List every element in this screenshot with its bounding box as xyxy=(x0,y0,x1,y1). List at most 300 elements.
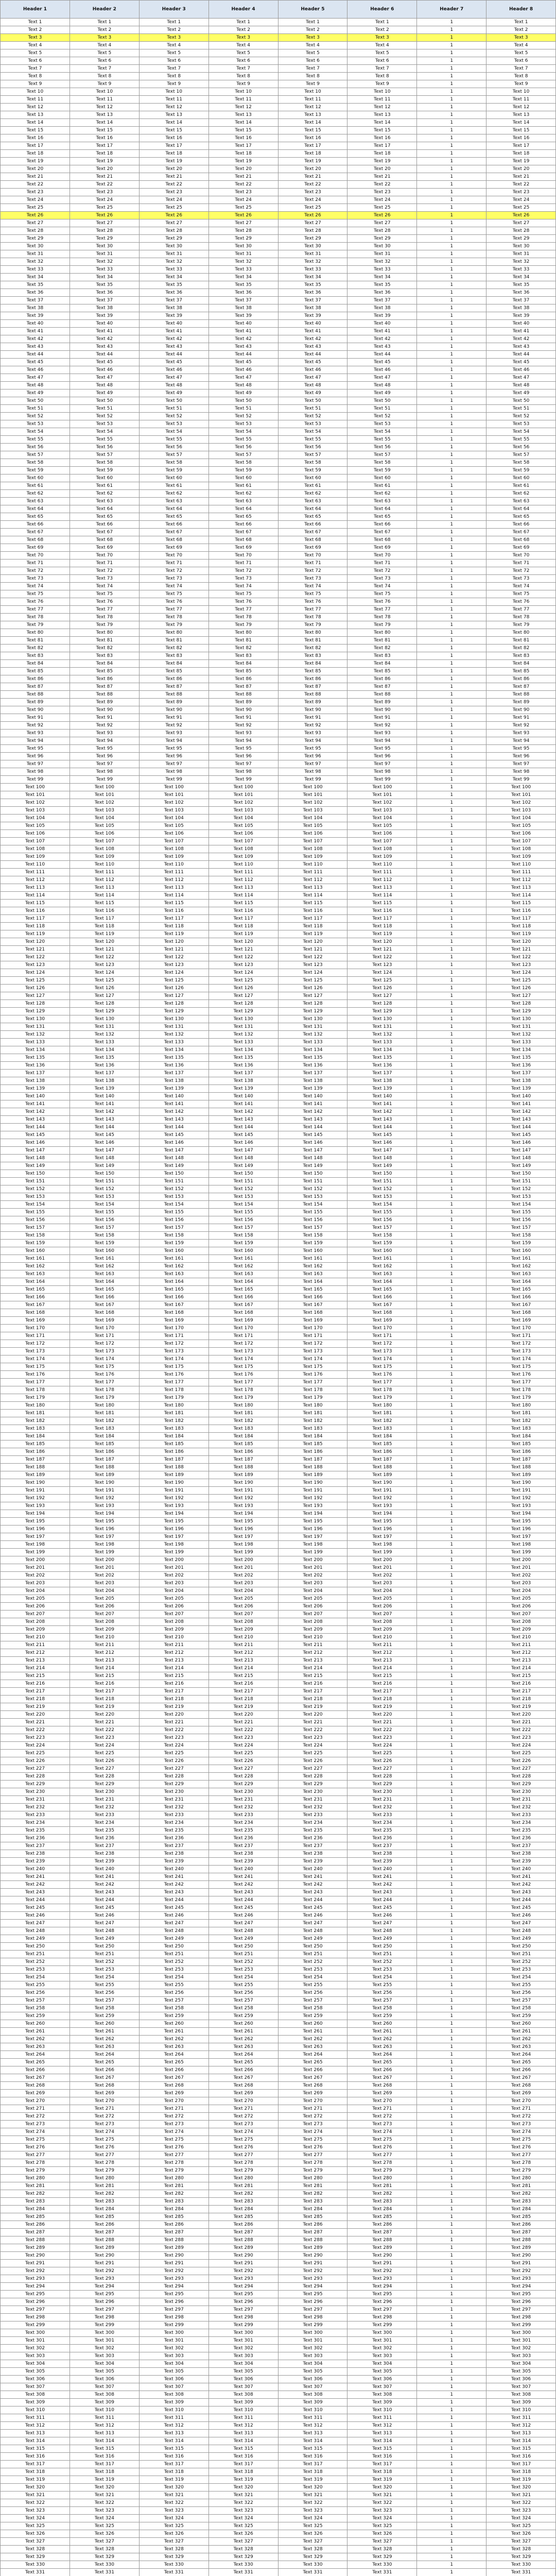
table-cell: Text 114 xyxy=(278,892,348,900)
table-cell: Text 172 xyxy=(139,1340,208,1348)
table-cell: Text 204 xyxy=(1,1587,70,1595)
table-row xyxy=(1,2028,556,2036)
table-cell: Text 44 xyxy=(486,351,556,359)
table-cell: Text 214 xyxy=(208,1665,278,1672)
table-row xyxy=(1,1618,556,1626)
table-cell: Text 217 xyxy=(208,1688,278,1696)
table-cell: Text 328 xyxy=(348,2546,417,2553)
table-cell: Text 303 xyxy=(348,2352,417,2360)
table-cell: Text 177 xyxy=(486,1379,556,1386)
table-cell: Text 35 xyxy=(278,281,348,289)
table-cell: Text 117 xyxy=(348,915,417,923)
table-cell: 1 xyxy=(417,1510,486,1518)
table-cell: Text 167 xyxy=(486,1301,556,1309)
table-cell: Text 199 xyxy=(278,1549,348,1556)
table-cell: Text 251 xyxy=(208,1951,278,1958)
table-cell: Text 96 xyxy=(278,753,348,760)
table-cell: Text 314 xyxy=(1,2437,70,2445)
table-cell: Text 114 xyxy=(139,892,208,900)
table-cell: Text 214 xyxy=(139,1665,208,1672)
table-cell: Text 313 xyxy=(486,2430,556,2437)
table-cell: Text 75 xyxy=(70,590,139,598)
table-cell: Text 41 xyxy=(139,328,208,335)
table-cell: Text 208 xyxy=(486,1618,556,1626)
table-cell: Text 317 xyxy=(486,2461,556,2468)
table-cell: Text 137 xyxy=(486,1070,556,1077)
table-cell: Text 133 xyxy=(1,1039,70,1046)
table-cell: Text 110 xyxy=(1,861,70,869)
table-row xyxy=(1,420,556,428)
table-cell: Text 177 xyxy=(348,1379,417,1386)
table-cell: Text 146 xyxy=(1,1139,70,1147)
table-cell: Text 214 xyxy=(1,1665,70,1672)
table-cell: Text 55 xyxy=(139,436,208,444)
table-cell: Text 288 xyxy=(348,2236,417,2244)
table-cell: Text 285 xyxy=(70,2213,139,2221)
table-cell: Text 98 xyxy=(139,768,208,776)
table-row xyxy=(1,1464,556,1471)
table-cell: Text 1 xyxy=(139,19,208,26)
table-cell: 1 xyxy=(417,2260,486,2267)
table-cell: Text 20 xyxy=(208,165,278,173)
table-cell: Text 32 xyxy=(70,258,139,266)
table-cell: Text 310 xyxy=(70,2406,139,2414)
table-cell: Text 212 xyxy=(1,1649,70,1657)
table-cell: 1 xyxy=(417,529,486,536)
table-cell: Text 26 xyxy=(70,212,139,219)
table-cell: Text 219 xyxy=(1,1703,70,1711)
table-cell: Text 203 xyxy=(139,1580,208,1587)
table-cell: Text 138 xyxy=(278,1077,348,1085)
table-cell: Text 90 xyxy=(139,706,208,714)
table-cell: Text 106 xyxy=(486,830,556,838)
table-cell: Text 210 xyxy=(348,1634,417,1641)
table-cell: Text 213 xyxy=(278,1657,348,1665)
table-cell: Text 8 xyxy=(1,73,70,80)
table-row xyxy=(1,1811,556,1819)
table-cell: Text 218 xyxy=(208,1696,278,1703)
table-cell: Text 291 xyxy=(486,2260,556,2267)
table-cell: Text 86 xyxy=(348,675,417,683)
table-cell: Text 123 xyxy=(139,961,208,969)
table-cell: Text 122 xyxy=(139,954,208,961)
table-cell: Text 229 xyxy=(278,1781,348,1788)
table-cell: Text 147 xyxy=(1,1147,70,1155)
table-cell: Text 230 xyxy=(139,1788,208,1796)
table-cell: Text 136 xyxy=(348,1062,417,1070)
table-cell: Text 283 xyxy=(348,2198,417,2206)
table-cell: 1 xyxy=(417,1070,486,1077)
table-cell: Text 133 xyxy=(139,1039,208,1046)
table-cell: Text 290 xyxy=(486,2252,556,2260)
table-cell: Text 158 xyxy=(348,1232,417,1240)
table-cell: Text 41 xyxy=(1,328,70,335)
table-cell: Text 243 xyxy=(70,1889,139,1896)
table-row xyxy=(1,2499,556,2507)
table-cell: 1 xyxy=(417,57,486,65)
table-cell: Text 87 xyxy=(208,683,278,691)
table-cell: Text 251 xyxy=(70,1951,139,1958)
table-cell: Text 178 xyxy=(139,1386,208,1394)
table-cell: Text 35 xyxy=(348,281,417,289)
column-header: Header 4 xyxy=(208,1,278,19)
table-cell: Text 164 xyxy=(208,1278,278,1286)
table-cell: Text 75 xyxy=(1,590,70,598)
table-cell: Text 151 xyxy=(70,1178,139,1185)
table-cell: Text 52 xyxy=(486,413,556,420)
table-cell: Text 29 xyxy=(348,235,417,243)
table-cell: Text 16 xyxy=(278,134,348,142)
table-cell: Text 91 xyxy=(278,714,348,722)
table-cell: Text 180 xyxy=(70,1402,139,1410)
table-cell: Text 40 xyxy=(208,320,278,328)
table-cell: Text 28 xyxy=(1,227,70,235)
table-cell: Text 189 xyxy=(70,1471,139,1479)
table-cell: Text 151 xyxy=(486,1178,556,1185)
table-cell: Text 72 xyxy=(1,567,70,575)
table-cell: Text 169 xyxy=(486,1317,556,1325)
table-row xyxy=(1,366,556,374)
table-cell: Text 309 xyxy=(486,2399,556,2406)
table-cell: Text 192 xyxy=(139,1495,208,1502)
table-cell: Text 294 xyxy=(278,2283,348,2291)
table-cell: Text 218 xyxy=(348,1696,417,1703)
table-cell: Text 114 xyxy=(486,892,556,900)
table-cell: Text 279 xyxy=(278,2167,348,2175)
table-cell: Text 187 xyxy=(348,1456,417,1464)
table-cell: Text 127 xyxy=(348,992,417,1000)
table-cell: Text 27 xyxy=(1,219,70,227)
table-cell: Text 298 xyxy=(278,2314,348,2321)
table-cell: Text 170 xyxy=(486,1325,556,1332)
table-cell: Text 234 xyxy=(70,1819,139,1827)
table-cell: Text 242 xyxy=(486,1881,556,1889)
table-cell: Text 175 xyxy=(278,1363,348,1371)
table-row xyxy=(1,26,556,34)
table-cell: Text 5 xyxy=(486,49,556,57)
table-cell: Text 80 xyxy=(139,629,208,637)
table-cell: Text 258 xyxy=(348,2005,417,2012)
table-cell: Text 91 xyxy=(1,714,70,722)
table-cell: Text 235 xyxy=(139,1827,208,1835)
table-cell: Text 202 xyxy=(139,1572,208,1580)
table-cell: Text 293 xyxy=(486,2275,556,2283)
table-cell: Text 262 xyxy=(1,2036,70,2043)
table-cell: Text 317 xyxy=(1,2461,70,2468)
table-cell: Text 201 xyxy=(348,1564,417,1572)
table-cell: Text 326 xyxy=(1,2530,70,2538)
table-cell: 1 xyxy=(417,2167,486,2175)
table-cell: Text 279 xyxy=(208,2167,278,2175)
table-cell: Text 123 xyxy=(1,961,70,969)
table-cell: Text 284 xyxy=(278,2206,348,2213)
table-cell: Text 47 xyxy=(139,374,208,382)
table-cell: Text 177 xyxy=(139,1379,208,1386)
table-cell: Text 54 xyxy=(1,428,70,436)
table-cell: 1 xyxy=(417,2275,486,2283)
table-cell: Text 247 xyxy=(348,1920,417,1927)
table-cell: Text 138 xyxy=(139,1077,208,1085)
table-cell: Text 159 xyxy=(486,1240,556,1247)
table-cell: Text 214 xyxy=(278,1665,348,1672)
table-cell: Text 122 xyxy=(70,954,139,961)
table-cell: Text 46 xyxy=(486,366,556,374)
table-cell: Text 243 xyxy=(278,1889,348,1896)
table-cell: Text 164 xyxy=(70,1278,139,1286)
table-cell: Text 319 xyxy=(348,2476,417,2484)
table-row xyxy=(1,328,556,335)
table-cell: Text 157 xyxy=(348,1224,417,1232)
table-cell: Text 156 xyxy=(139,1216,208,1224)
table-cell: Text 282 xyxy=(278,2190,348,2198)
table-cell: Text 296 xyxy=(208,2298,278,2306)
table-row xyxy=(1,2383,556,2391)
table-cell: Text 60 xyxy=(278,474,348,482)
table-cell: Text 117 xyxy=(1,915,70,923)
table-cell: Text 324 xyxy=(348,2515,417,2522)
table-cell: Text 50 xyxy=(278,397,348,405)
table-cell: Text 292 xyxy=(348,2267,417,2275)
table-cell: Text 45 xyxy=(70,359,139,366)
table-cell: Text 72 xyxy=(70,567,139,575)
table-cell: Text 241 xyxy=(208,1873,278,1881)
table-cell: Text 123 xyxy=(278,961,348,969)
table-cell: Text 267 xyxy=(208,2074,278,2082)
table-cell: Text 270 xyxy=(348,2097,417,2105)
table-cell: Text 56 xyxy=(70,444,139,451)
table-cell: Text 179 xyxy=(139,1394,208,1402)
table-cell: Text 156 xyxy=(70,1216,139,1224)
table-row xyxy=(1,1348,556,1355)
table-cell: Text 50 xyxy=(70,397,139,405)
table-cell: Text 60 xyxy=(1,474,70,482)
table-cell: Text 135 xyxy=(208,1054,278,1062)
table-cell: 1 xyxy=(417,675,486,683)
table-cell: Text 19 xyxy=(1,158,70,165)
table-cell: Text 207 xyxy=(208,1611,278,1618)
table-cell: Text 96 xyxy=(1,753,70,760)
table-cell: Text 135 xyxy=(278,1054,348,1062)
table-cell: Text 215 xyxy=(70,1672,139,1680)
table-row xyxy=(1,57,556,65)
table-row xyxy=(1,1255,556,1263)
table-cell: Text 59 xyxy=(139,467,208,474)
table-cell: Text 55 xyxy=(1,436,70,444)
table-cell: 1 xyxy=(417,2159,486,2167)
table-cell: Text 315 xyxy=(348,2445,417,2453)
table-cell: Text 83 xyxy=(208,652,278,660)
table-cell: Text 139 xyxy=(208,1085,278,1093)
table-cell: 1 xyxy=(417,2422,486,2430)
table-cell: Text 102 xyxy=(348,799,417,807)
table-cell: Text 12 xyxy=(486,104,556,111)
table-cell: Text 98 xyxy=(1,768,70,776)
table-cell: Text 67 xyxy=(486,529,556,536)
table-cell: Text 63 xyxy=(139,498,208,505)
table-cell: Text 278 xyxy=(70,2159,139,2167)
table-cell: Text 241 xyxy=(278,1873,348,1881)
table-cell: 1 xyxy=(417,1015,486,1023)
table-cell: Text 96 xyxy=(208,753,278,760)
table-cell: Text 264 xyxy=(70,2051,139,2059)
table-cell: Text 257 xyxy=(348,1997,417,2005)
table-row xyxy=(1,2437,556,2445)
table-row xyxy=(1,258,556,266)
table-cell: Text 4 xyxy=(139,42,208,49)
table-cell: Text 294 xyxy=(208,2283,278,2291)
table-cell: Text 12 xyxy=(278,104,348,111)
table-cell: Text 60 xyxy=(486,474,556,482)
table-cell: Text 195 xyxy=(208,1518,278,1526)
table-cell: Text 128 xyxy=(348,1000,417,1008)
table-cell: Text 218 xyxy=(278,1696,348,1703)
table-cell: Text 288 xyxy=(486,2236,556,2244)
table-cell: Text 250 xyxy=(278,1943,348,1951)
table-cell: Text 208 xyxy=(70,1618,139,1626)
table-cell: Text 95 xyxy=(278,745,348,753)
table-cell: Text 28 xyxy=(348,227,417,235)
table-cell: 1 xyxy=(417,784,486,791)
table-cell: Text 192 xyxy=(208,1495,278,1502)
table-row xyxy=(1,2360,556,2368)
table-cell: Text 3 xyxy=(486,34,556,42)
table-cell: Text 166 xyxy=(348,1294,417,1301)
table-cell: Text 298 xyxy=(70,2314,139,2321)
table-cell: Text 96 xyxy=(486,753,556,760)
table-cell: Text 120 xyxy=(1,938,70,946)
table-cell: Text 191 xyxy=(486,1487,556,1495)
table-cell: Text 265 xyxy=(486,2059,556,2066)
table-cell: Text 241 xyxy=(139,1873,208,1881)
table-cell: Text 61 xyxy=(278,482,348,490)
table-cell: Text 76 xyxy=(70,598,139,606)
table-cell: Text 55 xyxy=(278,436,348,444)
table-cell: 1 xyxy=(417,1611,486,1618)
table-cell: Text 181 xyxy=(1,1410,70,1417)
table-cell: Text 224 xyxy=(486,1742,556,1750)
table-cell: Text 58 xyxy=(139,459,208,467)
table-row xyxy=(1,1896,556,1904)
table-cell: Text 39 xyxy=(348,312,417,320)
table-cell: Text 127 xyxy=(1,992,70,1000)
table-row xyxy=(1,876,556,884)
table-cell: Text 240 xyxy=(139,1866,208,1873)
table-cell: Text 153 xyxy=(208,1193,278,1201)
table-cell: Text 93 xyxy=(139,730,208,737)
table-cell: Text 119 xyxy=(1,930,70,938)
table-cell: Text 158 xyxy=(208,1232,278,1240)
table-cell: Text 274 xyxy=(348,2128,417,2136)
table-cell: 1 xyxy=(417,428,486,436)
table-cell: Text 324 xyxy=(70,2515,139,2522)
table-cell: Text 229 xyxy=(139,1781,208,1788)
table-cell: 1 xyxy=(417,985,486,992)
table-cell: Text 318 xyxy=(486,2468,556,2476)
table-cell: Text 130 xyxy=(278,1015,348,1023)
table-row xyxy=(1,1773,556,1781)
table-row xyxy=(1,2012,556,2020)
table-cell: Text 19 xyxy=(486,158,556,165)
table-cell: Text 109 xyxy=(486,853,556,861)
table-cell: Text 182 xyxy=(208,1417,278,1425)
table-cell: Text 21 xyxy=(208,173,278,181)
table-cell: Text 194 xyxy=(70,1510,139,1518)
table-cell: 1 xyxy=(417,1572,486,1580)
table-cell: Text 199 xyxy=(486,1549,556,1556)
table-cell: Text 55 xyxy=(348,436,417,444)
table-cell: Text 39 xyxy=(278,312,348,320)
table-row xyxy=(1,2306,556,2314)
table-cell: 1 xyxy=(417,1309,486,1317)
table-cell: Text 330 xyxy=(1,2561,70,2569)
table-cell: Text 195 xyxy=(1,1518,70,1526)
table-row xyxy=(1,1116,556,1124)
table-cell: Text 268 xyxy=(348,2082,417,2090)
table-cell: Text 198 xyxy=(348,1541,417,1549)
table-cell: Text 328 xyxy=(139,2546,208,2553)
table-cell: Text 68 xyxy=(278,536,348,544)
table-cell: Text 258 xyxy=(139,2005,208,2012)
table-cell: Text 158 xyxy=(139,1232,208,1240)
table-cell: Text 147 xyxy=(278,1147,348,1155)
table-cell: Text 47 xyxy=(208,374,278,382)
table-cell: Text 176 xyxy=(1,1371,70,1379)
table-cell: Text 286 xyxy=(208,2221,278,2229)
table-cell: Text 32 xyxy=(348,258,417,266)
table-row xyxy=(1,158,556,165)
table-cell: 1 xyxy=(417,753,486,760)
table-cell: 1 xyxy=(417,1348,486,1355)
table-cell: Text 106 xyxy=(278,830,348,838)
table-cell: Text 115 xyxy=(1,900,70,907)
table-row xyxy=(1,1595,556,1603)
table-cell: Text 165 xyxy=(278,1286,348,1294)
table-cell: 1 xyxy=(417,1711,486,1719)
table-cell: 1 xyxy=(417,1541,486,1549)
table-row xyxy=(1,2144,556,2151)
table-cell: Text 254 xyxy=(278,1974,348,1981)
table-cell: Text 2 xyxy=(278,26,348,34)
table-cell: Text 184 xyxy=(486,1433,556,1440)
table-cell: Text 87 xyxy=(486,683,556,691)
table-cell: Text 218 xyxy=(1,1696,70,1703)
table-cell: Text 160 xyxy=(1,1247,70,1255)
table-cell: Text 229 xyxy=(1,1781,70,1788)
table-cell: Text 330 xyxy=(70,2561,139,2569)
table-cell: Text 42 xyxy=(208,335,278,343)
table-cell: Text 59 xyxy=(486,467,556,474)
table-cell: Text 105 xyxy=(278,822,348,830)
table-cell: Text 121 xyxy=(1,946,70,954)
table-cell: 1 xyxy=(417,1533,486,1541)
table-row xyxy=(1,1943,556,1951)
table-cell: Text 77 xyxy=(348,606,417,614)
table-cell: Text 34 xyxy=(486,274,556,281)
table-cell: Text 67 xyxy=(278,529,348,536)
table-cell: Text 299 xyxy=(208,2321,278,2329)
table-cell: Text 155 xyxy=(208,1209,278,1216)
table-cell: Text 99 xyxy=(278,776,348,784)
table-row xyxy=(1,1379,556,1386)
table-cell: Text 286 xyxy=(70,2221,139,2229)
table-cell: 1 xyxy=(417,1394,486,1402)
table-cell: Text 293 xyxy=(278,2275,348,2283)
table-cell: 1 xyxy=(417,900,486,907)
table-cell: Text 225 xyxy=(208,1750,278,1757)
table-cell: Text 24 xyxy=(486,196,556,204)
table-row xyxy=(1,552,556,560)
table-cell: Text 103 xyxy=(1,807,70,815)
